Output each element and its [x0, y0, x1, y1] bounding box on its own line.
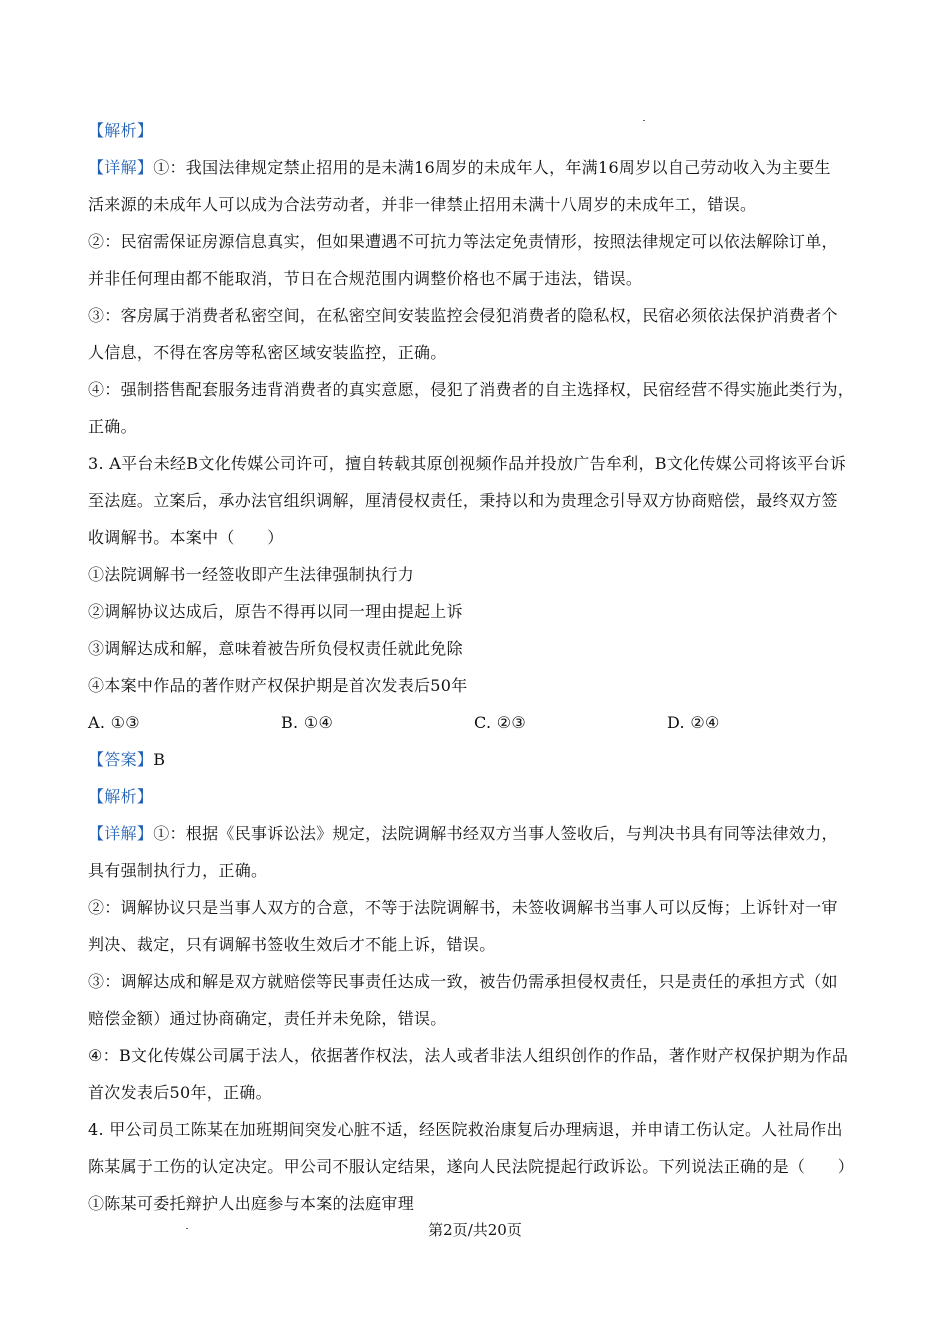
- line-text: ②：调解协议只是当事人双方的合意，不等于法院调解书，未签收调解书当事人可以反悔；上诉针对一审: [88, 898, 838, 917]
- section-tag: 【详解】: [88, 824, 154, 843]
- line-text: ②：民宿需保证房源信息真实，但如果遭遇不可抗力等法定免责情形，按照法律规定可以依法解除订单，: [88, 232, 838, 251]
- text-line: [88, 1185, 864, 1222]
- text-line: [88, 926, 864, 963]
- line-text: 首次发表后50年，正确。: [88, 1083, 272, 1102]
- text-line: [88, 1000, 864, 1037]
- option-c: C. ②③: [474, 713, 527, 732]
- line-text: B: [153, 750, 166, 769]
- line-text: ①陈某可委托辩护人出庭参与本案的法庭审理: [88, 1194, 415, 1213]
- line-text: ③调解达成和解，意味着被告所负侵权责任就此免除: [88, 639, 463, 658]
- line-text: ③：客房属于消费者私密空间，在私密空间安装监控会侵犯消费者的隐私权，民宿必须依法保护消费者个: [88, 306, 838, 325]
- analysis-block-q2: [88, 112, 864, 704]
- text-line: [88, 408, 864, 445]
- section-tag: 【解析】: [88, 787, 154, 806]
- section-tag: 【解析】: [88, 121, 154, 140]
- line-text: 正确。: [88, 417, 137, 436]
- line-text: ①：我国法律规定禁止招用的是未满16周岁的未成年人，年满16周岁以自己劳动收入为主要生: [153, 158, 831, 177]
- text-line: [88, 963, 864, 1000]
- line-text: ①：根据《民事诉讼法》规定，法院调解书经双方当事人签收后，与判决书具有同等法律效力，: [153, 824, 838, 843]
- text-line: [88, 852, 864, 889]
- text-line: [88, 297, 864, 334]
- line-text: 并非任何理由都不能取消，节日在合规范围内调整价格也不属于违法，错误。: [88, 269, 643, 288]
- line-text: 3. A平台未经B文化传媒公司许可，擅自转载其原创视频作品并投放广告牟利，B文化传媒公司将该平台诉: [88, 454, 847, 473]
- text-line: [88, 889, 864, 926]
- line-text: ①法院调解书一经签收即产生法律强制执行力: [88, 565, 415, 584]
- text-line: [88, 260, 864, 297]
- option-d: D. ②④: [667, 713, 720, 732]
- document-body: [88, 112, 864, 1222]
- option-a: A. ①③: [88, 713, 140, 732]
- line-text: 判决、裁定，只有调解书签收生效后才不能上诉，错误。: [88, 935, 496, 954]
- line-text: 至法庭。立案后，承办法官组织调解，厘清侵权责任，秉持以和为贵理念引导双方协商赔偿，最终双方签: [88, 491, 838, 510]
- text-line: [88, 445, 864, 482]
- answer-options: [88, 704, 864, 741]
- text-line: [88, 223, 864, 260]
- text-line: [88, 149, 864, 186]
- line-text: ④：B文化传媒公司属于法人，依据著作权法，法人或者非法人组织创作的作品，著作财产权保护期为作品: [88, 1046, 849, 1065]
- text-line: [88, 741, 864, 778]
- line-text: ④：强制搭售配套服务违背消费者的真实意愿，侵犯了消费者的自主选择权，民宿经营不得实施此类行为，: [88, 380, 855, 399]
- text-line: [88, 815, 864, 852]
- text-line: [88, 1074, 864, 1111]
- line-text: ③：调解达成和解是双方就赔偿等民事责任达成一致，被告仍需承担侵权责任，只是责任的承担方式（如: [88, 972, 838, 991]
- page-number: 第2页/共20页: [428, 1221, 522, 1239]
- line-text: 收调解书。本案中（ ）: [88, 528, 284, 547]
- line-text: 人信息，不得在客房等私密区域安装监控，正确。: [88, 343, 447, 362]
- text-line: [88, 186, 864, 223]
- line-text: ④本案中作品的著作财产权保护期是首次发表后50年: [88, 676, 468, 695]
- text-line: [88, 556, 864, 593]
- section-tag: 【答案】: [88, 750, 154, 769]
- text-line: [88, 334, 864, 371]
- text-line: [88, 519, 864, 556]
- text-line: [88, 1148, 864, 1185]
- text-line: [88, 1037, 864, 1074]
- line-text: ②调解协议达成后，原告不得再以同一理由提起上诉: [88, 602, 463, 621]
- line-text: 活来源的未成年人可以成为合法劳动者，并非一律禁止招用未满十八周岁的未成年工，错误。: [88, 195, 757, 214]
- line-text: 具有强制执行力，正确。: [88, 861, 268, 880]
- text-line: [88, 1111, 864, 1148]
- text-line: [88, 112, 864, 149]
- line-text: 陈某属于工伤的认定决定。甲公司不服认定结果，遂向人民法院提起行政诉讼。下列说法正确的是（ ）: [88, 1157, 855, 1176]
- line-text: 4. 甲公司员工陈某在加班期间突发心脏不适，经医院救治康复后办理病退，并申请工伤认定。人社局作出: [88, 1120, 843, 1139]
- analysis-block-q3: [88, 741, 864, 1222]
- text-line: [88, 482, 864, 519]
- text-line: [88, 371, 864, 408]
- text-line: [88, 667, 864, 704]
- line-text: 赔偿金额）通过协商确定，责任并未免除，错误。: [88, 1009, 447, 1028]
- section-tag: 【详解】: [88, 158, 154, 177]
- text-line: [88, 778, 864, 815]
- text-line: [88, 593, 864, 630]
- text-line: [88, 630, 864, 667]
- option-b: B. ①④: [281, 713, 334, 732]
